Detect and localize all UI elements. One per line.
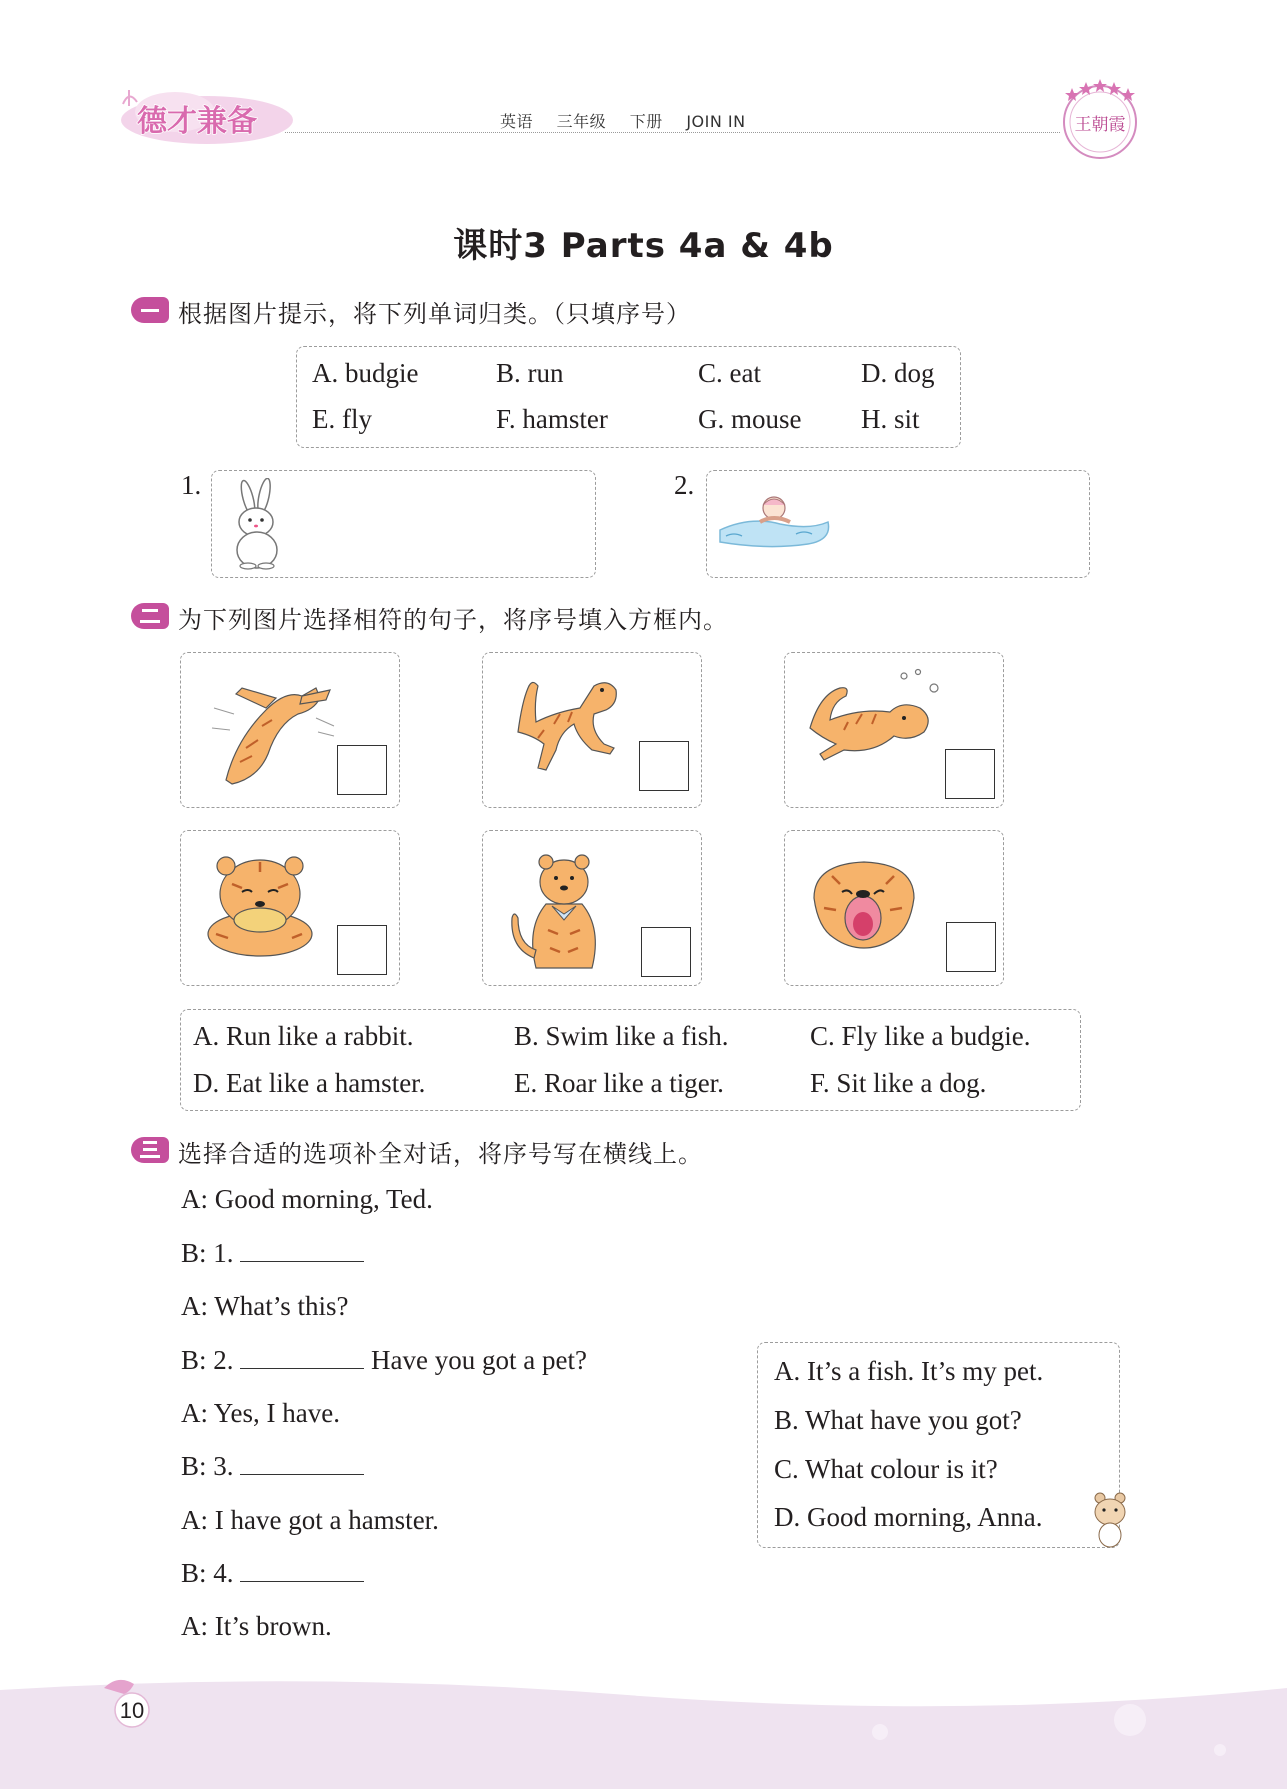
header-rule — [285, 132, 1060, 133]
brand-logo — [115, 82, 295, 148]
word-option: A. budgie — [312, 358, 419, 388]
swimmer-picture — [716, 490, 830, 552]
sentence-option: B. Swim like a fish. — [514, 1021, 729, 1051]
sentence-option: C. Fly like a budgie. — [810, 1021, 1031, 1051]
dialogue-option: B. What have you got? — [774, 1405, 1022, 1435]
section-1-badge — [131, 297, 169, 323]
answer-box[interactable] — [641, 927, 691, 977]
sentence-option: A. Run like a rabbit. — [193, 1021, 414, 1051]
dialogue-line — [181, 1184, 433, 1215]
tiger-roaring-picture — [806, 858, 920, 950]
author-seal — [1058, 76, 1143, 166]
item-number: 1. — [181, 470, 202, 500]
dialogue-option: A. It’s a fish. It’s my pet. — [774, 1356, 1044, 1386]
svg-text:德才兼备: 德才兼备 — [137, 104, 257, 139]
header-edition: JOIN IN — [686, 112, 746, 131]
dialogue-text: B: 2. — [181, 1345, 241, 1375]
dialogue-line — [181, 1451, 364, 1482]
hamster-picture — [1090, 1490, 1130, 1548]
section-2-title: 为下列图片选择相符的句子，将序号填入方框内。 — [178, 606, 728, 634]
section-1-title: 根据图片提示，将下列单词归类。（只填序号） — [178, 300, 691, 328]
dialogue-text: A: Good morning, Ted. — [181, 1184, 433, 1214]
word-option: D. dog — [861, 358, 935, 388]
word-option: H. sit — [861, 404, 920, 434]
answer-box[interactable] — [945, 749, 995, 799]
dialogue-text: A: Yes, I have. — [181, 1398, 340, 1428]
dialogue-line — [181, 1238, 364, 1269]
dialogue-line — [181, 1345, 587, 1376]
dialogue-line — [181, 1505, 439, 1536]
lesson-title: 课时3 Parts 4a & 4b — [453, 226, 834, 266]
dialogue-text: B: 3. — [181, 1451, 241, 1481]
page-number: 10 — [119, 1698, 145, 1723]
dialogue-text: B: 4. — [181, 1558, 241, 1588]
section-3-title: 选择合适的选项补全对话，将序号写在横线上。 — [178, 1140, 703, 1168]
answer-box[interactable] — [337, 745, 387, 795]
footer-band — [0, 1680, 1287, 1789]
answer-blank[interactable] — [240, 1452, 364, 1475]
dialogue-line — [181, 1558, 364, 1589]
tiger-flying-picture — [206, 668, 341, 793]
section-3-badge — [131, 1137, 169, 1163]
dialogue-text: A: I have got a hamster. — [181, 1505, 439, 1535]
word-option: E. fly — [312, 404, 372, 434]
tiger-sitting-picture — [504, 848, 624, 973]
seal-text: 王朝霞 — [1074, 115, 1126, 135]
word-option: G. mouse — [698, 404, 802, 434]
tiger-swimming-picture — [800, 668, 950, 778]
section-2-badge — [131, 603, 169, 629]
answer-box[interactable] — [337, 925, 387, 975]
word-option: F. hamster — [496, 404, 608, 434]
dialogue-text: A: It’s brown. — [181, 1611, 332, 1641]
answer-box[interactable] — [946, 922, 996, 972]
dialogue-option: D. Good morning, Anna. — [774, 1502, 1043, 1532]
page-number-badge — [100, 1678, 160, 1728]
dialogue-text: A: What’s this? — [181, 1291, 349, 1321]
word-option: C. eat — [698, 358, 761, 388]
header-info — [500, 109, 764, 132]
sentence-option: F. Sit like a dog. — [810, 1068, 987, 1098]
sentence-option: D. Eat like a hamster. — [193, 1068, 426, 1098]
answer-blank[interactable] — [240, 1559, 364, 1582]
dialogue-line — [181, 1398, 340, 1429]
dialogue-line — [181, 1611, 332, 1642]
rabbit-picture — [228, 478, 288, 570]
answer-blank[interactable] — [240, 1346, 364, 1369]
dialogue-text: B: 1. — [181, 1238, 241, 1268]
header-grade: 三年级 — [556, 112, 607, 131]
header-volume: 下册 — [629, 112, 663, 131]
answer-box[interactable] — [639, 741, 689, 791]
header-subject: 英语 — [500, 112, 534, 131]
dialogue-text: Have you got a pet? — [364, 1345, 587, 1375]
tiger-running-picture — [498, 662, 628, 782]
word-option: B. run — [496, 358, 564, 388]
item-number: 2. — [674, 470, 695, 500]
answer-blank[interactable] — [240, 1239, 364, 1262]
tiger-eating-picture — [202, 854, 317, 959]
sentence-option: E. Roar like a tiger. — [514, 1068, 724, 1098]
dialogue-line — [181, 1291, 348, 1322]
dialogue-option: C. What colour is it? — [774, 1454, 998, 1484]
